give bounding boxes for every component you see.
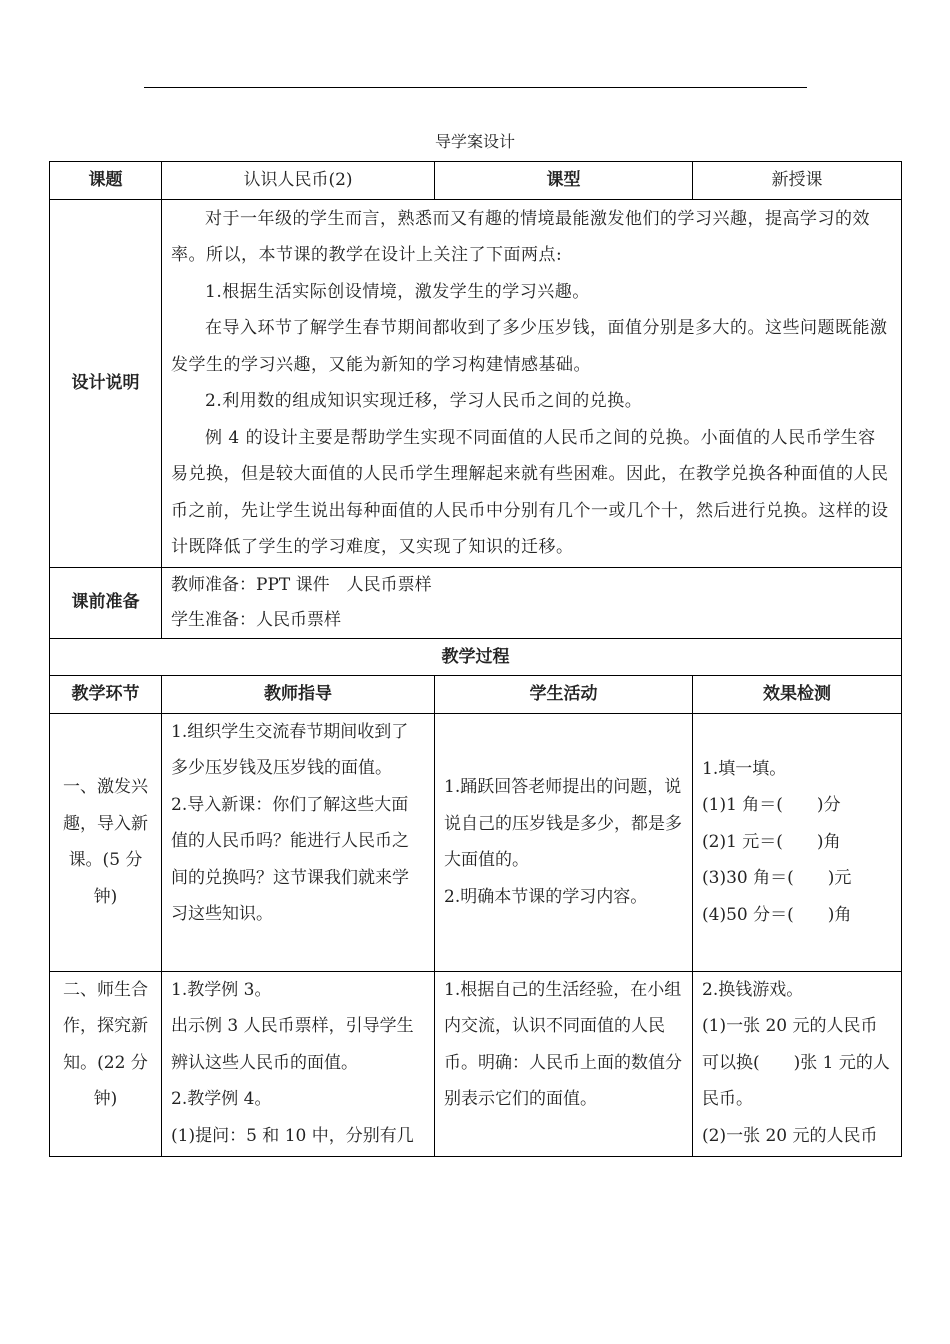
check-cell <box>693 971 902 1156</box>
stage-cell: 二、师生合作，探究新知。(22 分钟) <box>50 971 162 1156</box>
student-activity-cell <box>435 713 693 971</box>
design-row <box>50 199 902 567</box>
teacher-step: 1.组织学生交流春节期间收到了多少压岁钱及压岁钱的面值。 <box>171 721 409 778</box>
header-rule <box>144 87 807 88</box>
lesson-type-value: 新授课 <box>693 162 902 200</box>
column-header-stage: 教学环节 <box>50 676 162 714</box>
lesson-type-label: 课型 <box>435 162 693 200</box>
teacher-step: 2.导入新课：你们了解这些大面值的人民币吗？能进行人民币之间的兑换吗？这节课我们就来学习这些知识。 <box>171 794 409 924</box>
student-activity-cell <box>435 971 693 1156</box>
process-title: 教学过程 <box>50 638 902 676</box>
lesson-plan-table <box>49 161 902 1157</box>
teacher-step: 1.教学例 3。 <box>171 979 272 1000</box>
teacher-prep: 教师准备：PPT 课件 人民币票样 <box>171 574 432 595</box>
student-prep: 学生准备：人民币票样 <box>171 609 341 630</box>
process-row <box>50 971 902 1156</box>
teacher-guide-cell <box>162 713 435 971</box>
teacher-step: 出示例 3 人民币票样，引导学生辨认这些人民币的面值。 <box>171 1016 414 1073</box>
process-header-row <box>50 676 902 714</box>
column-header-check: 效果检测 <box>693 676 902 714</box>
design-paragraph: 对于一年级的学生而言，熟悉而又有趣的情境最能激发他们的学习兴趣，提高学习的效率。所以，本节课的教学在设计上关注了下面两点: <box>171 208 870 265</box>
topic-label: 课题 <box>50 162 162 200</box>
design-paragraph: 例 4 的设计主要是帮助学生实现不同面值的人民币之间的兑换。小面值的人民币学生容易兑换，但是较大面值的人民币学生理解起来就有些困难。因此，在教学兑换各种面值的人民币之前，先让学生说出每种面值的人民币中分别有几个一或几个十，然后进行兑换。这样的设计既降低了学生的学习难度，又实现了知识的迁移。 <box>171 427 889 557</box>
check-item: (3)30 角＝( )元 <box>702 868 852 889</box>
teacher-step: (1)提问：5 和 10 中，分别有几 <box>171 1125 414 1146</box>
design-paragraph: 在导入环节了解学生春节期间都收到了多少压岁钱，面值分别是多大的。这些问题既能激发学生的学习兴趣，又能为新知的学习构建情感基础。 <box>171 318 888 375</box>
document-title: 导学案设计 <box>434 132 515 151</box>
design-paragraph: 1.根据生活实际创设情境，激发学生的学习兴趣。 <box>205 281 590 302</box>
column-header-student: 学生活动 <box>435 676 693 714</box>
check-item: (4)50 分＝( )角 <box>702 904 852 925</box>
student-step: 2.明确本节课的学习内容。 <box>444 886 648 907</box>
check-cell <box>693 713 902 971</box>
check-item: (2)一张 20 元的人民币 <box>702 1125 878 1146</box>
teacher-step: 2.教学例 4。 <box>171 1089 272 1109</box>
design-label: 设计说明 <box>50 199 162 567</box>
process-title-row <box>50 638 902 676</box>
design-paragraph: 2.利用数的组成知识实现迁移，学习人民币之间的兑换。 <box>205 391 643 411</box>
stage-cell: 一、激发兴趣，导入新课。(5 分钟) <box>50 713 162 971</box>
check-item: 2.换钱游戏。 <box>702 979 804 1000</box>
prep-content <box>162 567 902 638</box>
student-step: 1.踊跃回答老师提出的问题，说说自己的压岁钱是多少，都是多大面值的。 <box>444 777 682 870</box>
check-item: (1)一张 20 元的人民币可以换( )张 1 元的人民币。 <box>702 1016 890 1109</box>
check-item: (2)1 元＝( )角 <box>702 831 841 852</box>
student-step: 1.根据自己的生活经验，在小组内交流，认识不同面值的人民币。明确：人民币上面的数值分别表示它们的面值。 <box>444 979 682 1109</box>
check-item: 1.填一填。 <box>702 758 787 779</box>
prep-row <box>50 567 902 638</box>
prep-label: 课前准备 <box>50 567 162 638</box>
column-header-teacher: 教师指导 <box>162 676 435 714</box>
topic-value: 认识人民币(2) <box>162 162 435 200</box>
process-row <box>50 713 902 971</box>
design-content <box>162 199 902 567</box>
topic-row <box>50 162 902 200</box>
teacher-guide-cell <box>162 971 435 1156</box>
check-item: (1)1 角＝( )分 <box>702 795 841 816</box>
